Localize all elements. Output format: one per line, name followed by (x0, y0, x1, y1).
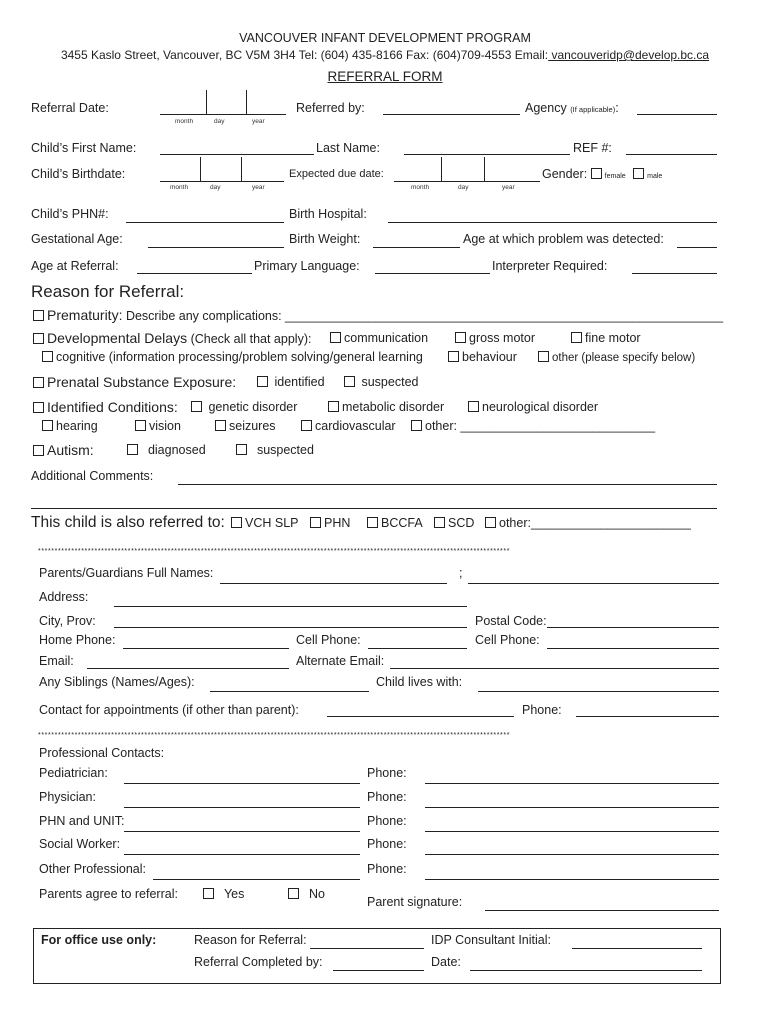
date-divider (241, 157, 242, 182)
office-reason-field[interactable] (310, 948, 424, 949)
cognitive-checkbox[interactable] (42, 351, 53, 362)
birth-weight-label: Birth Weight: (289, 232, 361, 246)
gender-label: Gender: (542, 167, 588, 181)
physician-field[interactable] (124, 807, 360, 808)
contact-field[interactable] (327, 716, 514, 717)
conditions-checkbox[interactable] (33, 402, 44, 413)
bccfa-option (367, 516, 423, 530)
vision-option (135, 419, 181, 433)
age-referral-label: Age at Referral: (31, 259, 119, 273)
communication-label: communication (344, 331, 429, 345)
female-label: female (604, 173, 626, 180)
pediatrician-field[interactable] (124, 783, 360, 784)
male-label: male (647, 173, 663, 180)
pediatrician-label: Pediatrician: (39, 766, 108, 780)
agree-no-checkbox[interactable] (288, 888, 299, 899)
hearing-label: hearing (56, 419, 98, 433)
siblings-label: Any Siblings (Names/Ages): (39, 675, 195, 689)
due-date-field[interactable] (394, 181, 540, 182)
primary-language-label: Primary Language: (254, 259, 360, 273)
pediatrician-phone-label: Phone: (367, 766, 407, 780)
month-hint: month (170, 184, 189, 191)
prematurity-label: Prematurity: (47, 307, 123, 323)
referral-date-field[interactable] (160, 114, 286, 115)
other-condition-label: other: ____________________________ (425, 419, 656, 433)
contact-phone-label: Phone: (522, 703, 562, 717)
home-phone-field[interactable] (123, 648, 289, 649)
scd-label: SCD (448, 516, 475, 530)
year-hint: year (252, 118, 265, 125)
birth-hospital-label: Birth Hospital: (289, 207, 367, 221)
vision-label: vision (149, 419, 181, 433)
additional-comments-field-2[interactable] (31, 508, 717, 509)
social-worker-label: Social Worker: (39, 837, 121, 851)
year-hint: year (252, 184, 265, 191)
phn-unit-field[interactable] (124, 831, 360, 832)
birth-weight-field[interactable] (373, 247, 460, 248)
contact-label: Contact for appointments (if other than parent): (39, 703, 299, 717)
referred-by-field[interactable] (383, 114, 520, 115)
cardiovascular-label: cardiovascular (315, 419, 396, 433)
email-link[interactable]: vancouveridp@develop.bc.ca (548, 48, 710, 62)
completed-label: Referral Completed by: (194, 955, 323, 969)
office-date-label: Date: (431, 955, 461, 969)
other-specify-label: other (please specify below) (552, 352, 696, 364)
phn-option-label: PHN (324, 516, 351, 530)
last-name-label: Last Name: (316, 141, 380, 155)
gender-group (542, 167, 662, 181)
other-condition-option (411, 419, 655, 433)
hearing-checkbox[interactable] (42, 420, 53, 431)
social-worker-field[interactable] (124, 854, 360, 855)
signature-label: Parent signature: (367, 895, 463, 909)
prenatal-label: Prenatal Substance Exposure: (47, 374, 237, 390)
other-specify-option (538, 351, 695, 364)
phn-unit-phone-label: Phone: (367, 814, 407, 828)
dev-delays-checkbox[interactable] (33, 333, 44, 344)
day-hint: day (458, 184, 469, 191)
phn-checkbox[interactable] (310, 517, 321, 528)
other-professional-phone-field[interactable] (425, 879, 719, 880)
consultant-label: IDP Consultant Initial: (431, 933, 551, 947)
autism-suspected-label: suspected (256, 443, 314, 457)
office-reason-label: Reason for Referral: (194, 933, 307, 947)
neurological-label: neurological disorder (482, 400, 599, 414)
cell-phone-2-label: Cell Phone: (475, 633, 540, 647)
completed-field[interactable] (333, 970, 424, 971)
gross-motor-checkbox[interactable] (455, 332, 466, 343)
day-hint: day (210, 184, 221, 191)
other-professional-label: Other Professional: (39, 862, 146, 876)
neurological-checkbox[interactable] (468, 401, 479, 412)
month-hint: month (175, 118, 194, 125)
behaviour-option (448, 350, 517, 364)
dev-delays-row (33, 330, 311, 346)
seizures-option (215, 419, 276, 433)
other-professional-phone-label: Phone: (367, 862, 407, 876)
communication-option (330, 331, 428, 345)
also-referred-row (31, 514, 225, 532)
day-hint: day (214, 118, 225, 125)
reason-title: Reason for Referral: (31, 282, 185, 301)
neurological-option (468, 400, 598, 414)
gestational-age-field[interactable] (148, 247, 284, 248)
other-professional-field[interactable] (153, 879, 360, 880)
consultant-field[interactable] (572, 948, 702, 949)
autism-row (33, 442, 94, 458)
contact-phone-field[interactable] (576, 716, 719, 717)
postal-field[interactable] (547, 627, 719, 628)
metabolic-option (328, 400, 444, 414)
metabolic-label: metabolic disorder (342, 400, 445, 414)
conditions-label: Identified Conditions: (47, 399, 178, 415)
agency-colon: : (615, 101, 619, 115)
parent-name-2-field[interactable] (468, 583, 719, 584)
prenatal-identified-checkbox[interactable] (257, 376, 268, 387)
physician-label: Physician: (39, 790, 96, 804)
agency-text: Agency (525, 101, 567, 115)
agree-no-label: No (308, 887, 325, 901)
home-phone-label: Home Phone: (39, 633, 116, 647)
diagnosed-checkbox[interactable] (127, 444, 138, 455)
male-checkbox[interactable] (633, 168, 644, 179)
birthdate-field[interactable] (160, 181, 284, 182)
address-field[interactable] (114, 606, 467, 607)
bccfa-label: BCCFA (381, 516, 423, 530)
autism-suspected-option (236, 443, 314, 457)
agree-yes-label: Yes (223, 887, 245, 901)
separator-2: ********************************************************************************************************************************************** (38, 732, 511, 739)
referred-by-label: Referred by: (296, 101, 365, 115)
social-worker-phone-label: Phone: (367, 837, 407, 851)
prenatal-suspected-checkbox[interactable] (344, 376, 355, 387)
age-detected-label: Age at which problem was detected: (463, 232, 664, 246)
org-address (0, 48, 770, 62)
ref-label: REF #: (573, 141, 612, 155)
office-date-field[interactable] (470, 970, 702, 971)
form-title: REFERRAL FORM (327, 69, 443, 84)
cognitive-label: cognitive (information processing/problem solving/general learning (56, 350, 423, 364)
cardiovascular-option (301, 419, 396, 433)
interpreter-field[interactable] (632, 273, 717, 274)
fine-motor-checkbox[interactable] (571, 332, 582, 343)
agency-note: (If applicable) (570, 105, 616, 114)
cell-phone-2-field[interactable] (547, 648, 719, 649)
parent-names-label: Parents/Guardians Full Names: (39, 566, 214, 580)
signature-field[interactable] (485, 910, 719, 911)
prenatal-identified-label: identified (274, 375, 325, 389)
prenatal-checkbox[interactable] (33, 377, 44, 388)
alt-email-label: Alternate Email: (296, 654, 385, 668)
prematurity-desc: Describe any complications: _______________________________________________________________ (125, 309, 724, 323)
prenatal-identified-option (257, 375, 325, 389)
social-worker-phone-field[interactable] (425, 854, 719, 855)
org-name: VANCOUVER INFANT DEVELOPMENT PROGRAM (239, 31, 531, 45)
date-divider (441, 157, 442, 182)
due-date-label: Expected due date: (289, 168, 384, 180)
genetic-label: genetic disorder (208, 400, 298, 414)
diagnosed-option (127, 443, 206, 457)
parent-names-semicolon: ; (459, 566, 463, 580)
phn-unit-phone-field[interactable] (425, 831, 719, 832)
physician-phone-field[interactable] (425, 807, 719, 808)
lives-with-label: Child lives with: (376, 675, 463, 689)
conditions-row (33, 399, 178, 415)
seizures-label: seizures (229, 419, 276, 433)
date-divider (200, 157, 201, 182)
additional-comments-label: Additional Comments: (31, 469, 154, 483)
prenatal-row (33, 374, 236, 390)
hearing-option (42, 419, 98, 433)
agency-label (525, 101, 619, 115)
city-field[interactable] (114, 627, 467, 628)
separator-1: ********************************************************************************************************************************************** (38, 548, 511, 555)
other-condition-checkbox[interactable] (411, 420, 422, 431)
gross-motor-option (455, 331, 535, 345)
last-name-field[interactable] (404, 154, 570, 155)
professional-title: Professional Contacts: (39, 746, 165, 760)
birth-hospital-field[interactable] (388, 222, 717, 223)
behaviour-label: behaviour (462, 350, 517, 364)
gross-motor-label: gross motor (469, 331, 535, 345)
cell-phone-label: Cell Phone: (296, 633, 361, 647)
date-divider (246, 90, 247, 115)
dev-delays-note: (Check all that apply): (190, 332, 312, 346)
age-detected-field[interactable] (677, 247, 717, 248)
dev-delays-label: Developmental Delays (47, 330, 188, 346)
scd-option (434, 516, 474, 530)
date-divider (206, 90, 207, 115)
agree-yes-checkbox[interactable] (203, 888, 214, 899)
ref-field[interactable] (626, 154, 717, 155)
metabolic-checkbox[interactable] (328, 401, 339, 412)
city-label: City, Prov: (39, 614, 96, 628)
vision-checkbox[interactable] (135, 420, 146, 431)
communication-checkbox[interactable] (330, 332, 341, 343)
agree-no-option (288, 887, 325, 901)
birthdate-label: Child’s Birthdate: (31, 167, 126, 181)
seizures-checkbox[interactable] (215, 420, 226, 431)
prenatal-suspected-option (344, 375, 418, 389)
other-referral-option (485, 516, 691, 530)
gestational-age-label: Gestational Age: (31, 232, 123, 246)
prenatal-suspected-label: suspected (361, 375, 419, 389)
agency-field[interactable] (637, 114, 717, 115)
scd-checkbox[interactable] (434, 517, 445, 528)
email-label: Email: (39, 654, 74, 668)
first-name-label: Child’s First Name: (31, 141, 137, 155)
primary-language-field[interactable] (375, 273, 490, 274)
office-title: For office use only: (41, 933, 157, 947)
postal-label: Postal Code: (475, 614, 547, 628)
fine-motor-label: fine motor (585, 331, 641, 345)
physician-phone-label: Phone: (367, 790, 407, 804)
first-name-field[interactable] (160, 154, 314, 155)
age-referral-field[interactable] (137, 273, 252, 274)
agree-label: Parents agree to referral: (39, 887, 178, 901)
behaviour-checkbox[interactable] (448, 351, 459, 362)
month-hint: month (411, 184, 430, 191)
vch-option (231, 516, 299, 530)
email-field[interactable] (87, 668, 289, 669)
year-hint: year (502, 184, 515, 191)
genetic-checkbox[interactable] (191, 401, 202, 412)
cognitive-option (42, 350, 423, 364)
prematurity-checkbox[interactable] (33, 310, 44, 321)
alt-email-field[interactable] (390, 668, 719, 669)
fine-motor-option (571, 331, 641, 345)
phn-unit-label: PHN and UNIT: (39, 814, 125, 828)
phn-field[interactable] (126, 222, 284, 223)
address-text: 3455 Kaslo Street, Vancouver, BC V5M 3H4 Tel: (604) 435-8166 Fax: (604)709-4553 Email: (60, 48, 549, 62)
cardiovascular-checkbox[interactable] (301, 420, 312, 431)
vch-checkbox[interactable] (231, 517, 242, 528)
pediatrician-phone-field[interactable] (425, 783, 719, 784)
also-referred-title: This child is also referred to: (31, 514, 225, 531)
agree-yes-option (203, 887, 244, 901)
phn-option (310, 516, 350, 530)
prematurity-row (33, 307, 723, 323)
cell-phone-field[interactable] (368, 648, 467, 649)
autism-checkbox[interactable] (33, 445, 44, 456)
autism-label: Autism: (47, 442, 94, 458)
other-referral-checkbox[interactable] (485, 517, 496, 528)
phn-label: Child’s PHN#: (31, 207, 109, 221)
female-checkbox[interactable] (591, 168, 602, 179)
vch-label: VCH SLP (245, 516, 299, 530)
additional-comments-field[interactable] (178, 484, 717, 485)
siblings-field[interactable] (210, 691, 369, 692)
interpreter-label: Interpreter Required: (492, 259, 608, 273)
autism-suspected-checkbox[interactable] (236, 444, 247, 455)
lives-with-field[interactable] (478, 691, 719, 692)
parent-name-1-field[interactable] (220, 583, 447, 584)
date-divider (484, 157, 485, 182)
other-referral-label: other:_______________________ (499, 516, 691, 530)
diagnosed-label: diagnosed (147, 443, 206, 457)
genetic-option (191, 400, 297, 414)
address-label: Address: (39, 590, 89, 604)
bccfa-checkbox[interactable] (367, 517, 378, 528)
referral-date-label: Referral Date: (31, 101, 109, 115)
other-specify-checkbox[interactable] (538, 351, 549, 362)
